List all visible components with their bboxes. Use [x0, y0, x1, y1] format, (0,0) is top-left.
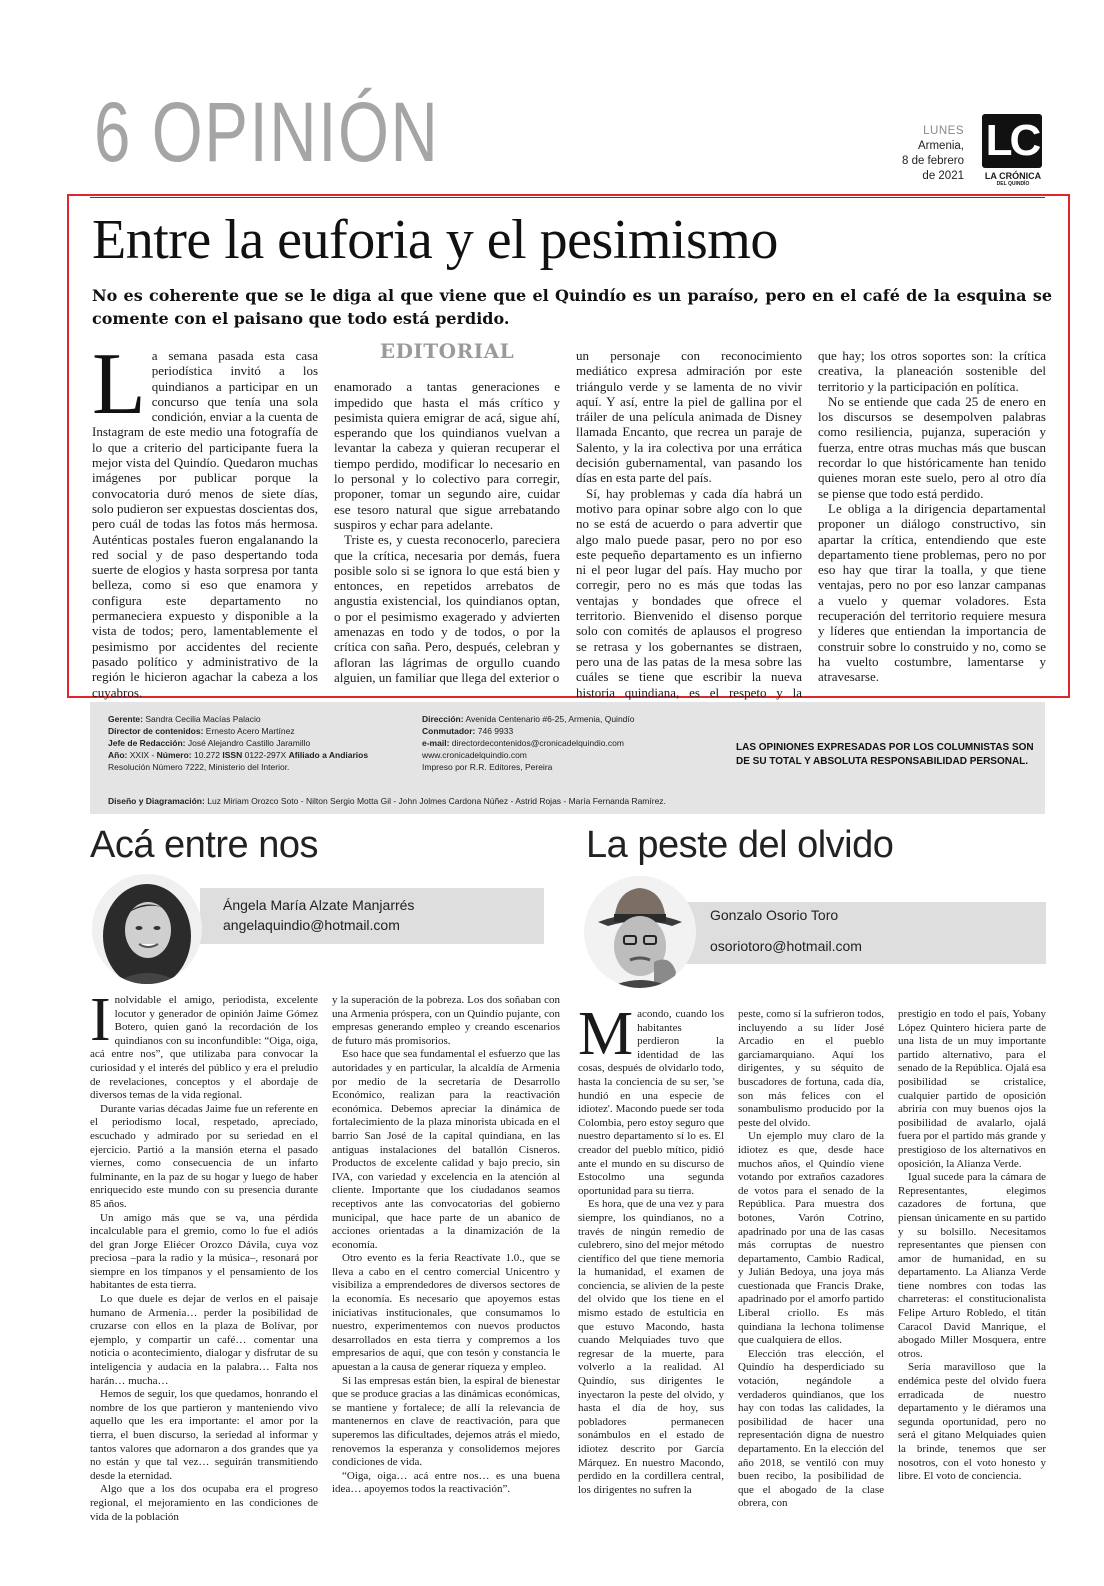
- section-title: 6 OPINIÓN: [94, 85, 440, 179]
- impreso: Impreso por R.R. Editores, Pereira: [422, 762, 553, 772]
- paragraph: peste, como sí la sufrieron todos, incluyendo a su líder José Arcadio en el pueblo garciamarquiano. Aquí los dirigentes, y su séquito de buscadores de fortuna, cada día, son más felices con el sonambulismo producido por la peste del olvido.: [738, 1008, 884, 1129]
- paragraph: Eso hace que sea fundamental el esfuerzo que las autoridades y en particular, la alcaldía de Armenia por medio de la secretaría de Desarrollo Económico, realizan para la reactivación económica. Debemos apreciar la dinámica de fortalecimiento de la plaza minorista ubicada en el barrio San José de la capital quindiana, en las antiguas instalaciones del batallón Cisneros. Productos de excelente calidad y bajo precio, sin IVA, con variedad y excelencia en la atención al cliente. Importante que los ciudadanos seamos receptivos ante las convocatorias del gobierno municipal, que hace parte de un abanico de acciones orientadas a la dinamización de la economía.: [332, 1048, 560, 1251]
- dropcap-left: I: [90, 986, 111, 1054]
- column-title-right: La peste del olvido: [586, 824, 894, 866]
- paragraph: “Oiga, oiga… acá entre nos… es una buena idea… apoyemos todos la reactivación”.: [332, 1469, 560, 1496]
- issn: 0122-297X: [244, 750, 287, 760]
- paragraph: y la superación de la pobreza. Los dos soñaban con una Armenia próspera, con un Quindío pujante, con empresas generando empleo y creando escenarios de futuro más promisorios.: [332, 994, 560, 1047]
- author-name-left: Ángela María Alzate Manjarrés: [223, 897, 415, 913]
- logo-sub: DEL QUINDÍO: [996, 181, 1030, 187]
- paragraph: No se entiende que cada 25 de enero en los discursos se desempolven palabras como resiliencia, pujanza, superación y fuerza, entre otras muchas más que buscan recordar lo que históricamente han tenido quienes moran este suelo, pero al otro día se piense que todo está perdido.: [818, 393, 1046, 501]
- paragraph: Igual sucede para la cámara de Representantes, elegimos cazadores de fortuna, que piensan únicamente en su partido y su bolsillo. Necesitamos representantes que piensen con amor de humanidad, en su departamento. La Alianza Verde tiene nombres con todas las charreteras: el constitucionalista Felipe Arturo Robledo, el titán Caracol David Manrique, el abogado Miller Mosquera, entre otros.: [898, 1171, 1046, 1360]
- date: 8 de febrero: [901, 155, 964, 167]
- paragraph: nolvidable el amigo, periodista, excelente locutor y generador de opinión Jaime Gómez Botero, quien ganó la recordación de los quindianos con su inconfundible: “Oiga, oiga, acá entre nos”, que utilizaba para convocar la curiosidad y el interés del público y era el preludio de revelaciones, conceptos y el abordaje de diversos temas de la vida regional.: [90, 994, 318, 1102]
- paragraph: Algo que a los dos ocupaba era el progreso regional, el mejoramiento en las condiciones de vida de la población: [90, 1483, 318, 1523]
- paragraph: un personaje con reconocimiento mediático expresa admiración por este triángulo verde y se lamenta de no vivir aquí. Y así, entre la piel de gallina por el tráiler de una película animada de Disney llamada Encanto, que recrea un paraje de Salento, y la ira colectiva por una errática decisión gubernamental, van pasando los días en esta parte del país.: [576, 348, 802, 486]
- author-email-right[interactable]: osoriotoro@hotmail.com: [710, 938, 862, 954]
- paragraph: Si las empresas están bien, la espiral de bienestar que se produce gracias a las dinámicas económicas, se mantiene y fortalece; de allí la relevancia de mantenernos en clave de reactivación, para que superemos las dificultades, dejemos atrás el miedo, renovemos la esperanza y consolidemos mejores condiciones de vida.: [332, 1374, 560, 1469]
- label: Director de contenidos:: [108, 726, 204, 736]
- editorial-deck: No es coherente que se le diga al que viene que el Quindío es un paraíso, pero en el café de la esquina se comente con el paisano que todo está perdido.: [92, 286, 1052, 328]
- paragraph: a semana pasada esta casa periodística invitó a los quindianos a participar en un concurso que tenía una sola condición, enviar a la cuenta de Instagram de este medio una fotografía de lo que a criterio del participante fuera la mejor vista del Quindío. Quedaron muchas imágenes por publicar porque la convocatoria duró menos de siete días, solo pudieron ser expuestas doscientas dos, pero cuál de todas las fotos más hermosa. Auténticas postales fueron engalanando la red social y de paso despertando toda suerte de elogios y hasta sorpresa por tanta belleza, como si eso que enamora y configura este departamento no permaneciera expuesto y disponible a la vista de todos; pero, lamentablemente el pesimismo por accidentes del reciente pasado político y administrativo de la región le hicieron agachar la cabeza a los cuyabros.: [92, 348, 318, 700]
- paragraph: Otro evento es la feria Reactívate 1.0., que se lleva a cabo en el centro comercial Unicentro y visibiliza a emprendedores de diversos sectores de la economía. Es necesario que apoyemos estas iniciativas institucionales, que consumamos lo nuestro, experimentemos con nuevos productos desarrollados en esta tierra y compremos a los empresarios de aquí, que con tesón y constancia le apuestan a la causa de generar riqueza y empleo.: [332, 1252, 560, 1374]
- ano: XXIX -: [129, 750, 155, 760]
- paragraph: Le obliga a la dirigencia departamental proponer un diálogo constructivo, sin apartar la crítica, entendiendo que este departamento tiene problemas, pero no por eso hay que tirar la toalla, y que tiene ventajas, pero no por eso lanzar campanas a vuelo y quemar voladores. Esta recuperación del territorio requiere mesura y líderes que entiendan la importancia de construir sobre lo construido y no, como se ha vuelto costumbre, lamentarse y atravesarse.: [818, 500, 1046, 685]
- column-left-col-2: [332, 994, 560, 1497]
- column-title-left: Acá entre nos: [90, 824, 318, 866]
- paragraph: Sería maravilloso que la endémica peste del olvido fuera erradicada de nuestro departamento y le diéramos una segunda oportunidad, pero no será el gitano Melquiades quien la brinde, tenemos que ser nosotros, con el voto honesto y libre. El voto de conciencia.: [898, 1361, 1046, 1483]
- editorial-dropcap: L: [92, 336, 146, 433]
- web-link[interactable]: www.cronicadelquindio.com: [422, 750, 527, 760]
- direccion: Avenida Centenario #6-25, Armenia, Quindío: [465, 714, 635, 724]
- label: e-mail:: [422, 738, 450, 748]
- label: ISSN: [222, 750, 243, 760]
- weekday: LUNES: [923, 125, 964, 137]
- paragraph: Un amigo más que se va, una pérdida incalculable para el gremio, como lo fue el adiós del gran Jorge Eliécer Orozco Dávila, cuya voz preciosa –para la radio y la música–, resonará por siempre en los tímpanos y el pensamiento de los habitantes de esta tierra.: [90, 1211, 318, 1292]
- jefe-redaccion: José Alejandro Castillo Jaramillo: [187, 738, 311, 748]
- year: de 2021: [922, 170, 964, 182]
- paragraph: Triste es, y cuesta reconocerlo, pareciera que la crítica, necesaria por demás, fuera posible solo si se ignora lo que está bien y entonces, en repetidos arrebatos de angustia existencial, los quindianos optan, o por el pesimismo exagerado y advierten amenazas en todo y de todos, o por la crítica con saña. Pero, después, celebran y afloran las lágrimas de orgullo cuando alguien, un familiar que llega del exterior o: [334, 532, 560, 685]
- column-right-col-1: [578, 1000, 724, 1497]
- column-right-col-2: [738, 1008, 884, 1511]
- editorial-column-1: [92, 336, 318, 715]
- paragraph: prestigio en todo el país, Yobany López Quintero hiciera parte de una lista de un muy importante partido alternativo, para el senado de la República. Ojalá esa posibilidad se cristalice, cualquier partido de oposición abriría con muy buenos ojos la posibilidad de avalarlo, ojalá fuera por el partido más grande y prestigioso de los alternativos en oposición, la Alianza Verde.: [898, 1008, 1046, 1170]
- paragraph: enamorado a tantas generaciones e impedido que hasta el más crítico y pesimista quiera emigrar de acá, sigue ahí, esperando que los quindianos vuelvan a levantar la cabeza y quieran recuperar el tiempo perdido, modificar lo necesario en lo personal y lo colectivo para corregir, proponer, tomar un segundo aire, cuidar ese tesoro natural que sigue arrebatando suspiros y echar para adelante.: [334, 379, 560, 532]
- email-link[interactable]: directordecontenidos@cronicadelquindio.com: [451, 738, 624, 748]
- staff-middle: [422, 713, 722, 773]
- editorial-label: EDITORIAL: [379, 339, 515, 363]
- editorial-column-3: [576, 348, 802, 715]
- label: Gerente:: [108, 714, 143, 724]
- resolucion: Resolución Número 7222, Ministerio del Interior.: [108, 762, 290, 772]
- paragraph: Es hora, que de una vez y para siempre, los quindianos, no a través de ningún remedio de culebrero, sino del mejor método científico del que tiene memoria la humanidad, el examen de conciencia, se alivien de la peste del olvido que los tiene en el mismo estado de estulticia en que estuvo Macondo, hasta cuando Melquiades tuvo que regresar de la muerte, para volverlo a la realidad. Al Quindío, sus dirigentes le inyectaron la peste del olvido, y hasta el día de hoy, sus pobladores permanecen sonámbulos en el estado de idiotez descrito por García Márquez. En nuestro Macondo, perdido en la cordillera central, los dirigentes no sufren la: [578, 1198, 724, 1496]
- paragraph: que hay; los otros soportes son: la crítica creativa, la planeación sostenible del territorio y la participación en política.: [818, 348, 1046, 394]
- paragraph: Lo que duele es dejar de verlos en el paisaje humano de Armenia… perder la posibilidad de cruzarse con ellos en la plaza de Bolívar, por ejemplo, y compartir un café… comentar una noticia o acontecimiento, dialogar y disfrutar de su inteligencia y audacia en la palabra… Falta nos harán… mucha…: [90, 1293, 318, 1387]
- numero: 10.272: [194, 750, 220, 760]
- label: Diseño y Diagramación:: [108, 796, 205, 806]
- author-photo-left: [92, 874, 202, 984]
- editorial-column-2: [334, 339, 560, 685]
- author-photo-right: [584, 876, 696, 988]
- staff-design: [108, 795, 1008, 807]
- paragraph: acondo, cuando los habitantes perdieron la identidad de las cosas, después de olvidarlo todo, hasta la conciencia de su ser, 'se hundió en una especie de idiotez'. Macondo puede ser toda Colombia, pero estoy seguro que nuestro departamento sí lo es. El creador del pueblo mítico, pidió ante el mundo en su discurso de Estocolmo una segunda oportunidad para su tierra.: [578, 1008, 724, 1197]
- label: Dirección:: [422, 714, 464, 724]
- label: Año:: [108, 750, 128, 760]
- paragraph: Elección tras elección, el Quindío ha desperdiciado su votación, negándole a verdaderos quindianos, que los hay con todas las calidades, la posibilidad de hacer una representación digna de nuestro departamento. En la elección del año 2018, se ventiló con muy buen recibo, la posibilidad de que el abogado de la clase obrera, con: [738, 1347, 884, 1510]
- paragraph: Durante varias décadas Jaime fue un referente en el periodismo local, respetado, apreciado, escuchado y admirado por su seriedad en el ejercicio. Partió a la mansión eterna el pasado viernes, como consecuencia de un infarto fulminante, en la paz de su hogar y luego de haber enriquecido este mundo con su presencia durante 85 años.: [90, 1102, 318, 1210]
- gerente: Sandra Cecilia Macías Palacio: [145, 714, 261, 724]
- afiliado: Afiliado a Andiarios: [288, 750, 369, 760]
- label: Número:: [156, 750, 192, 760]
- diseno: Luz Miriam Orozco Soto - Nilton Sergio Motta Gil - John Jolmes Cardona Núñez - Astrid Rojas - María Fernanda Ramírez.: [207, 796, 666, 806]
- director: Ernesto Acero Martínez: [205, 726, 295, 736]
- disclaimer: LAS OPINIONES EXPRESADAS POR LOS COLUMNISTAS SON DE SU TOTAL Y ABSOLUTA RESPONSABILIDAD PERSONAL.: [736, 742, 1034, 767]
- dropcap-right: M: [578, 1000, 634, 1068]
- column-left-col-1: [90, 986, 318, 1524]
- city: Armenia,: [917, 140, 964, 152]
- paragraph: Un ejemplo muy claro de la idiotez es que, desde hace muchos años, el Quindío viene votando por extraños cazadores de votos para el senado de la República. Para muestra dos botones, Varón Cotrino, apadrinado por una de las casas más corruptas de nuestro departamento, Cambio Radical, y Julián Bedoya, una joya más cuestionada que Francis Drake, apadrinado por el amorfo partido Liberal criollo. Es más quindiana la lechona tolimense que cualquiera de ellos.: [738, 1130, 884, 1347]
- label: Conmutador:: [422, 726, 476, 736]
- newspaper-logo: [982, 114, 1044, 187]
- column-right-col-3: [898, 1008, 1046, 1484]
- logo-name: LA CRÓNICA: [984, 171, 1042, 181]
- paragraph: Hemos de seguir, los que quedamos, honrando el nombre de los que partieron y manteniendo vivo aquello que les era importante: el amor por la tierra, el buen discurso, la seriedad al informar y tantos valores que adornaron a dos grandes que ya no están y que tal vez… seguirán transmitiendo desde la eternidad.: [90, 1388, 318, 1482]
- editorial-headline: Entre la euforia y el pesimismo: [92, 209, 778, 271]
- paragraph: Sí, hay problemas y cada día habrá un motivo para opinar sobre algo con lo que no se está de acuerdo o para advertir que algo malo puede pasar, pero no por eso este pequeño departamento es un infierno ni el peor lugar del país. Hay mucho por corregir, pero no es más que todas las ventajas y bondades que ofrece el territorio. Bienvenido el disenso porque solo con comités de aplausos el progreso se retrasa y los gobernantes se distraen, pero una de las patas de la mesa sobre las cuáles se tiene que escribir la nueva historia quindiana, es el respeto y la: [576, 485, 802, 700]
- logo-mark: LC: [982, 114, 1042, 168]
- date-block: [902, 124, 964, 184]
- author-email-left[interactable]: angelaquindio@hotmail.com: [223, 917, 400, 933]
- conmutador: 746 9933: [477, 726, 514, 736]
- author-name-right: Gonzalo Osorio Toro: [710, 907, 839, 923]
- label: Jefe de Redacción:: [108, 738, 186, 748]
- editorial-column-4: [818, 348, 1046, 685]
- staff-left: [108, 713, 408, 773]
